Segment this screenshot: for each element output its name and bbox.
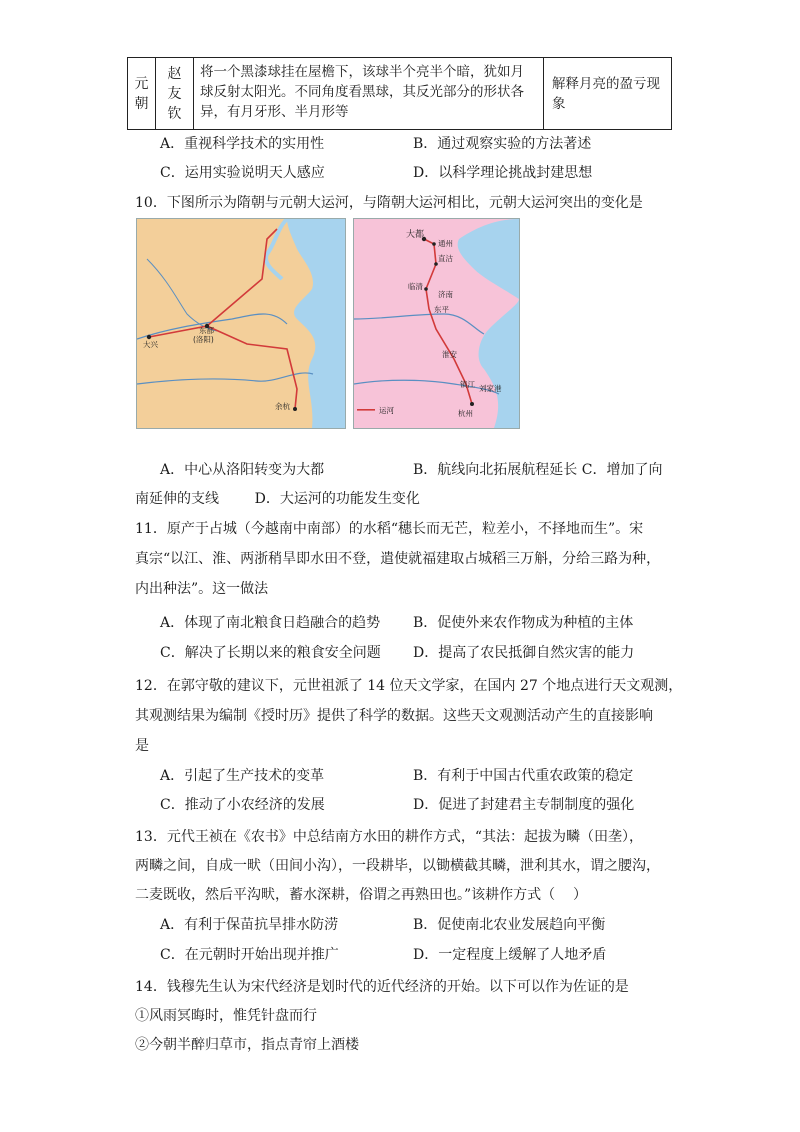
hangzhou-label: 杭州 xyxy=(458,409,473,418)
q9-option-d: D．以科学理论挑战封建思想 xyxy=(413,165,593,181)
dadu-label: 大都 xyxy=(406,230,425,240)
q13-option-d: D．一定程度上缓解了人地矛盾 xyxy=(413,947,607,963)
sui-map-graphic xyxy=(137,219,345,428)
hangzhou-marker xyxy=(470,402,474,406)
daxing-marker xyxy=(147,335,151,339)
q11-option-a: A．体现了南北粮食日趋融合的趋势 xyxy=(160,615,381,631)
q13-option-c: C．在元朝时开始出现并推广 xyxy=(160,947,339,963)
description-text: 将一个黑漆球挂在屋檐下，该球半个亮半个暗，犹如月球反射太阳光。不同角度看黑球，其反光部分的形状各异，有月牙形、半月形等 xyxy=(200,64,524,120)
dongdu-label: 东都 xyxy=(199,326,214,335)
q10-option-bc: B．航线向北拓展航程延长 C．增加了向 xyxy=(413,462,663,478)
note-cell xyxy=(544,58,670,129)
zhigu-label: 直沽 xyxy=(438,254,453,263)
yuan-map-graphic xyxy=(354,219,519,428)
q10-option-a: A．中心从洛阳转变为大都 xyxy=(160,462,325,478)
person-char: 友 xyxy=(167,85,182,102)
yuhang-marker xyxy=(293,407,297,411)
q12-stem-line: 其观测结果为编制《授时历》提供了科学的数据。这些天文观测活动产生的直接影响 xyxy=(135,708,653,724)
legend-label: 运河 xyxy=(379,406,394,415)
daxing-label: 大兴 xyxy=(143,340,158,349)
q13-option-b: B．促使南北农业发展趋向平衡 xyxy=(413,917,606,933)
dynasty-char: 元 xyxy=(134,75,149,92)
q13-stem-line: 二麦既收，然后平沟畎，蓄水深耕，俗谓之再熟田也。”该耕作方式（ ） xyxy=(135,887,587,903)
q9-option-a: A．重视科学技术的实用性 xyxy=(160,136,325,152)
q12-stem-line: 12．在郭守敬的建议下，元世祖派了 14 位天文学家，在国内 27 个地点进行天文观测， xyxy=(135,678,683,694)
legend-swatch xyxy=(357,409,375,411)
invention-table xyxy=(127,57,672,130)
q9-option-b: B．通过观察实验的方法著述 xyxy=(413,136,592,152)
q11-option-d: D．提高了农民抵御自然灾害的能力 xyxy=(413,645,635,661)
zhenjiang-label: 镇江 xyxy=(460,380,475,389)
q12-option-b: B．有利于中国古代重农政策的稳定 xyxy=(413,768,634,784)
yuan-canal-map xyxy=(353,218,520,429)
q10-option-cd-cont: 南延伸的支线 D．大运河的功能发生变化 xyxy=(135,491,420,507)
dynasty-char: 朝 xyxy=(134,95,149,112)
dongping-label: 东平 xyxy=(434,305,449,314)
dynasty-cell xyxy=(128,58,156,129)
note-text: 解释月亮的盈亏现象 xyxy=(552,75,660,112)
q11-stem-line: 内出种法”。这一做法 xyxy=(135,581,269,597)
q14-stem: 14．钱穆先生认为宋代经济是划时代的近代经济的开始。以下可以作为佐证的是 xyxy=(135,979,629,995)
q11-stem-line: 真宗“以江、淮、两浙稍旱即水田不登，遣使就福建取占城稻三万斛，分给三路为种， xyxy=(135,551,661,567)
q14-item: ②今朝半醉归草市，指点青帘上酒楼 xyxy=(135,1037,359,1053)
liujiagang-label: 刘家港 xyxy=(479,384,502,393)
q10-stem: 10．下图所示为隋朝与元朝大运河，与隋朝大运河相比，元朝大运河突出的变化是 xyxy=(135,195,643,211)
yuhang-label: 余杭 xyxy=(275,402,290,411)
tongzhou-marker xyxy=(432,242,436,246)
person-char: 钦 xyxy=(167,105,182,122)
q13-stem-line: 两疄之间，自成一畎（田间小沟），一段耕毕，以锄横截其疄，泄利其水，谓之腰沟， xyxy=(135,858,660,874)
linqing-marker xyxy=(424,287,428,291)
q13-option-a: A．有利于保苗抗旱排水防涝 xyxy=(160,917,339,933)
q12-option-c: C．推动了小农经济的发展 xyxy=(160,797,325,813)
q11-option-c: C．解决了长期以来的粮食安全问题 xyxy=(160,645,381,661)
q12-stem-line: 是 xyxy=(135,738,149,754)
sui-canal-map xyxy=(136,218,346,429)
jinan-label: 济南 xyxy=(438,290,453,299)
tongzhou-label: 通州 xyxy=(438,239,453,248)
q13-stem-line: 13．元代王祯在《农书》中总结南方水田的耕作方式，“其法：起拔为疄（田垄）， xyxy=(135,829,643,845)
q12-option-a: A．引起了生产技术的变革 xyxy=(160,768,325,784)
person-cell xyxy=(156,58,194,129)
huaian-label: 淮安 xyxy=(442,350,457,359)
q11-stem-line: 11．原产于占城（今越南中南部）的水稻“穗长而无芒，粒差小，不择地而生”。宋 xyxy=(135,521,644,537)
q9-option-c: C．运用实验说明天人感应 xyxy=(160,165,325,181)
q14-item: ①风雨冥晦时，惟凭针盘而行 xyxy=(135,1008,317,1024)
linqing-label: 临清 xyxy=(408,282,423,291)
q12-option-d: D．促进了封建君主专制制度的强化 xyxy=(413,797,635,813)
person-char: 赵 xyxy=(167,65,182,82)
q11-option-b: B．促使外来农作物成为种植的主体 xyxy=(413,615,634,631)
description-cell xyxy=(194,58,544,129)
luoyang-label: (洛阳) xyxy=(193,335,214,344)
